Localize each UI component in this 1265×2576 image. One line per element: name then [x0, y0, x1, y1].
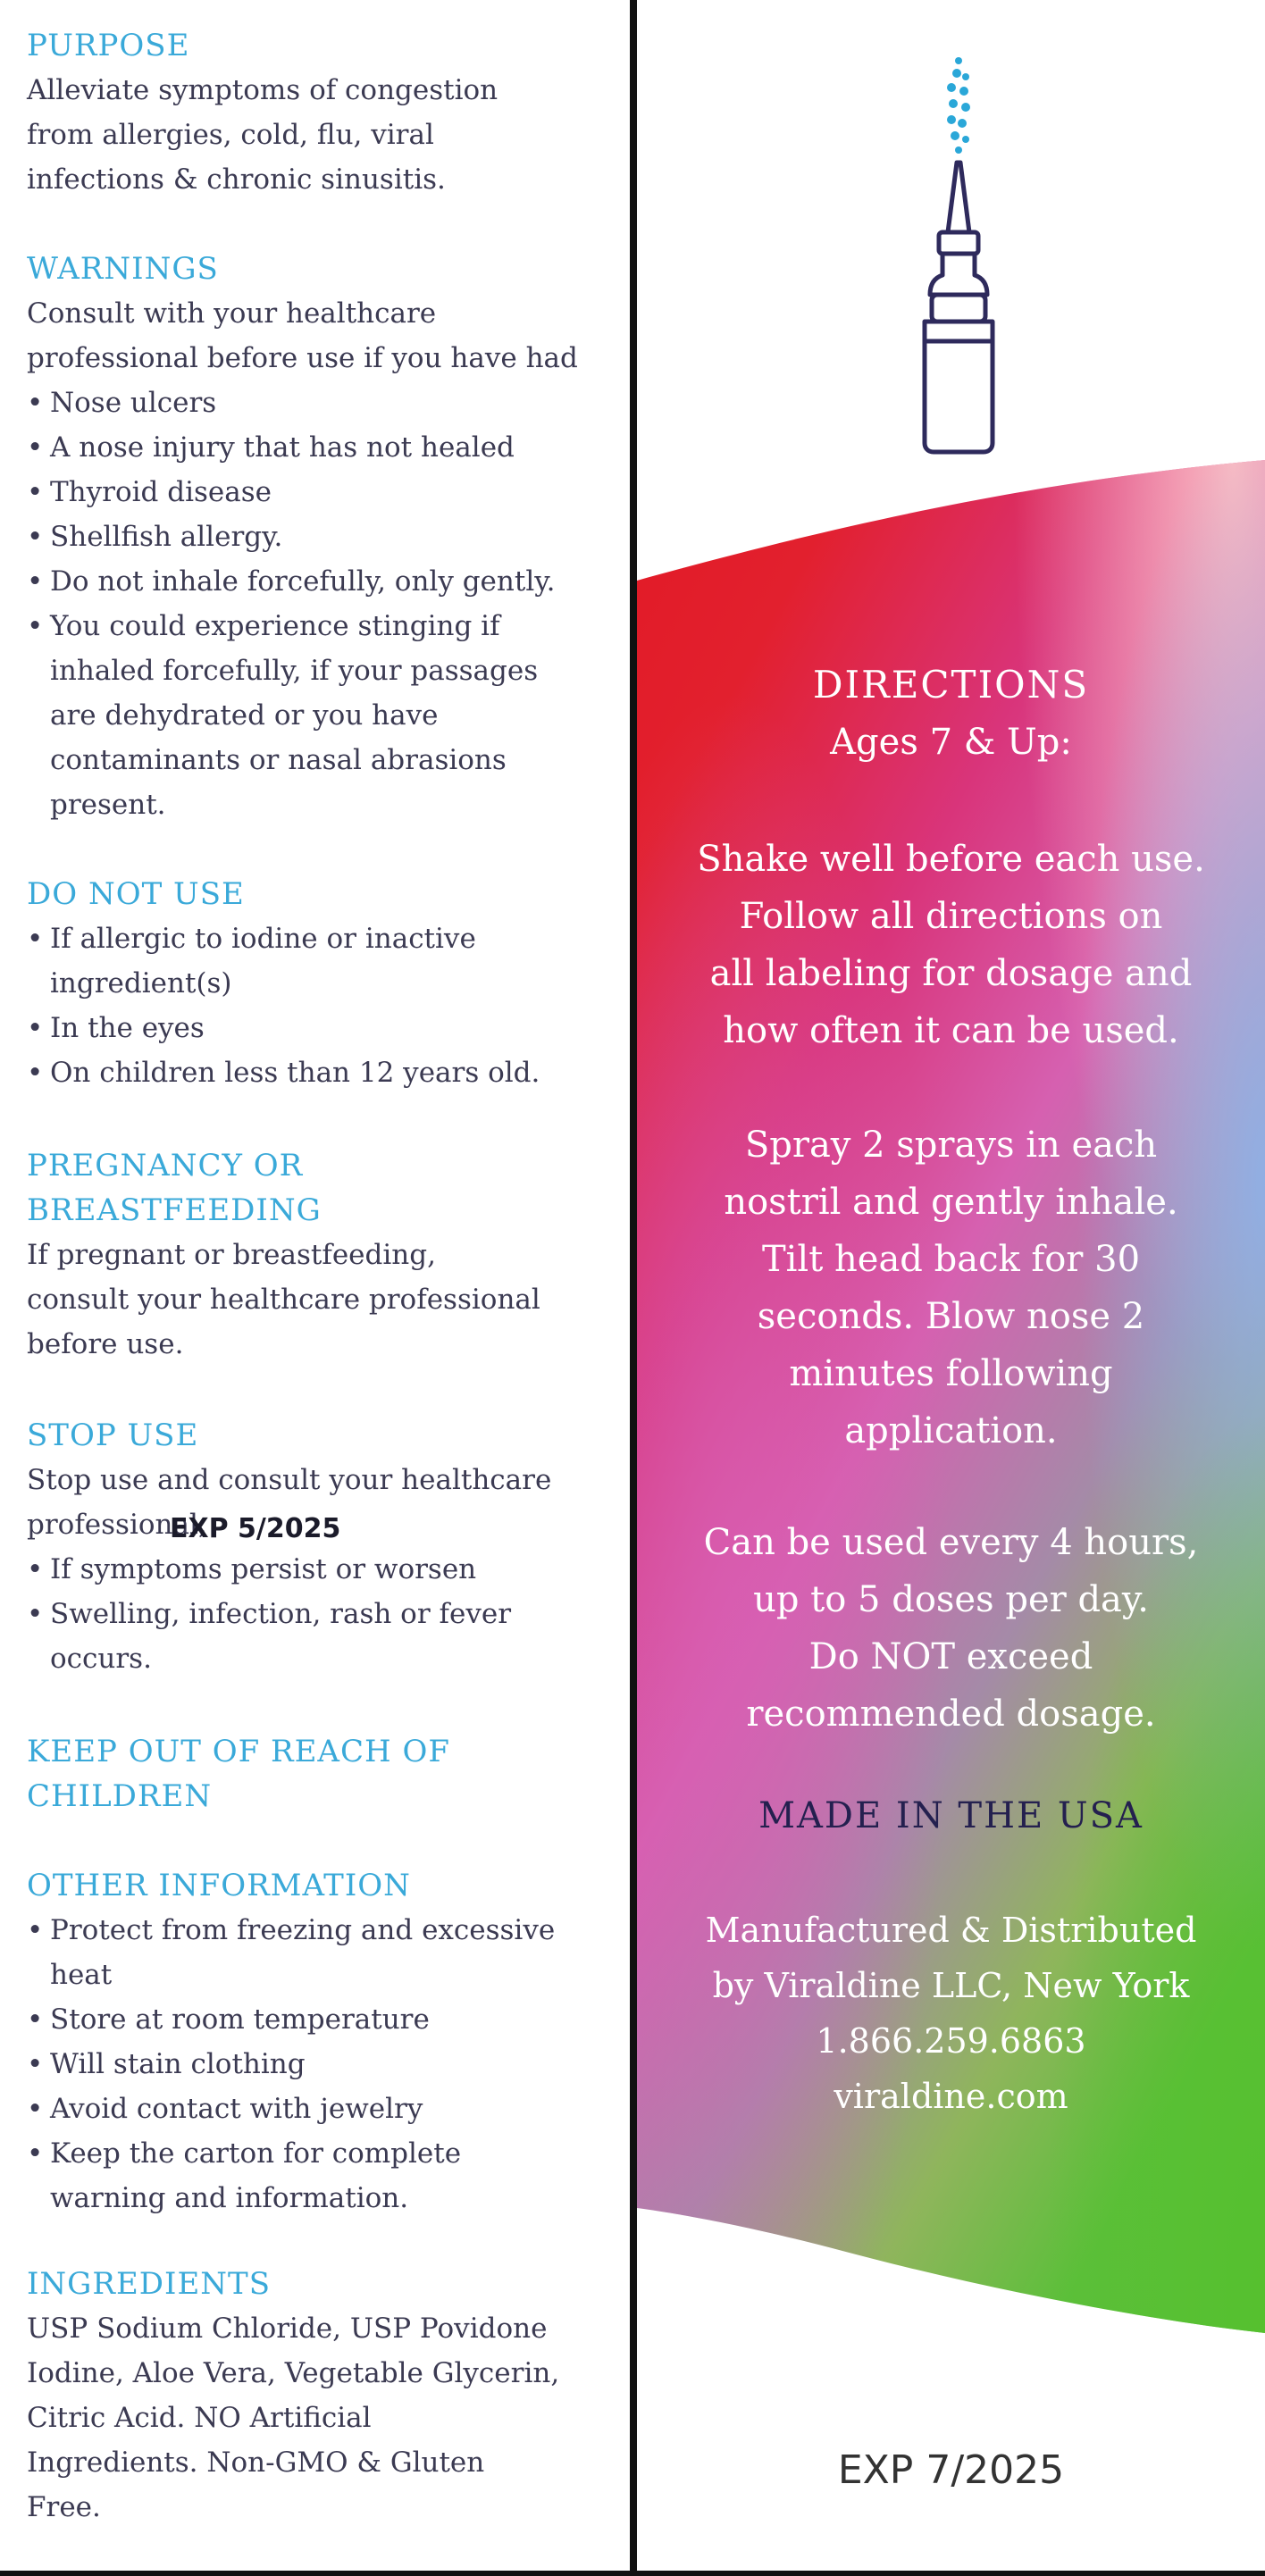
- purpose-text: [27, 68, 607, 202]
- nasal-spray-bottle-icon: [905, 54, 1003, 464]
- list-item-line: present.: [50, 789, 166, 821]
- list-item-line: • If symptoms persist or worsen: [50, 1553, 477, 1585]
- manufacturer-line: by Viraldine LLC, New York: [712, 1966, 1190, 2005]
- manufacturer-phone: 1.866.259.6863: [816, 2021, 1086, 2061]
- made-in-usa-label: MADE IN THE USA: [758, 1795, 1144, 1836]
- list-item: [27, 1908, 607, 1997]
- list-item-line: • Protect from freezing and excessive: [50, 1914, 556, 1946]
- ingredients-line: USP Sodium Chloride, USP Povidone: [27, 2313, 548, 2345]
- exp-date-stamp: EXP 5/2025: [170, 1513, 341, 1544]
- ingredients-line: Citric Acid. NO Artificial: [27, 2402, 372, 2434]
- ingredients-heading: INGREDIENTS: [27, 2266, 271, 2302]
- list-item-line: • Keep the carton for complete: [50, 2137, 462, 2170]
- pregnancy-heading-line: PREGNANCY OR: [27, 1148, 304, 1183]
- list-item-line: are dehydrated or you have: [50, 699, 439, 732]
- ingredients-text: [27, 2306, 607, 2530]
- list-item: [27, 2042, 607, 2087]
- manufacturer-info: [637, 1903, 1265, 2124]
- pregnancy-section: [27, 1143, 607, 1367]
- purpose-line: infections & chronic sinusitis.: [27, 163, 446, 196]
- do-not-use-heading: DO NOT USE: [27, 876, 245, 912]
- stop-use-line: professional,: [27, 1509, 207, 1541]
- warnings-line: professional before use if you have had: [27, 342, 578, 374]
- pregnancy-line: before use.: [27, 1328, 184, 1360]
- keep-out-heading: [27, 1729, 607, 1819]
- list-item: [27, 1592, 607, 1681]
- directions-line: how often it can be used.: [723, 1010, 1179, 1051]
- ingredients-line: Iodine, Aloe Vera, Vegetable Glycerin,: [27, 2357, 560, 2389]
- directions-line: Do NOT exceed: [808, 1636, 1093, 1677]
- list-item-line: contaminants or nasal abrasions: [50, 744, 507, 776]
- directions-line: Tilt head back for 30: [761, 1239, 1141, 1280]
- pregnancy-heading: [27, 1143, 607, 1233]
- keep-out-heading-line: KEEP OUT OF REACH OF: [27, 1734, 450, 1769]
- list-item: [27, 2087, 607, 2131]
- list-item-line: • Thyroid disease: [50, 476, 272, 508]
- list-item: [27, 604, 607, 827]
- list-item: [27, 559, 607, 604]
- directions-line: up to 5 doses per day.: [753, 1579, 1149, 1620]
- list-item-line: ingredient(s): [50, 967, 232, 999]
- warnings-heading: WARNINGS: [27, 251, 219, 287]
- directions-line: Follow all directions on: [739, 896, 1163, 937]
- ingredients-line: Free.: [27, 2491, 101, 2523]
- other-info-section: [27, 1863, 607, 2221]
- list-item: [27, 1050, 607, 1095]
- directions-title: DIRECTIONS: [812, 663, 1090, 707]
- list-item: [27, 1006, 607, 1050]
- other-info-heading: OTHER INFORMATION: [27, 1868, 411, 1903]
- directions-paragraph-2: [637, 1117, 1265, 1459]
- directions-subtitle: Ages 7 & Up:: [830, 722, 1072, 763]
- keep-out-section: [27, 1729, 607, 1819]
- list-item: [27, 381, 607, 425]
- spray-mist-dots: [947, 57, 970, 154]
- directions-line: Can be used every 4 hours,: [703, 1522, 1199, 1563]
- directions-line: recommended dosage.: [746, 1694, 1156, 1735]
- list-item-line: • If allergic to iodine or inactive: [50, 923, 476, 955]
- directions-header: [637, 657, 1265, 771]
- directions-line: seconds. Blow nose 2: [757, 1296, 1145, 1337]
- panel-divider: [630, 0, 637, 2576]
- directions-line: Spray 2 sprays in each: [744, 1125, 1158, 1166]
- purpose-section: [27, 23, 607, 202]
- pregnancy-line: consult your healthcare professional: [27, 1284, 540, 1316]
- purpose-heading: PURPOSE: [27, 28, 190, 63]
- stop-use-heading: STOP USE: [27, 1418, 199, 1453]
- directions-paragraph-1: [637, 831, 1265, 1059]
- list-item-line: • Avoid contact with jewelry: [50, 2093, 423, 2125]
- ingredients-line: Ingredients. Non-GMO & Gluten: [27, 2446, 485, 2479]
- list-item-line: occurs.: [50, 1643, 152, 1675]
- list-item: [27, 916, 607, 1006]
- pregnancy-line: If pregnant or breastfeeding,: [27, 1239, 436, 1271]
- warnings-list: [27, 381, 607, 827]
- list-item-line: warning and information.: [50, 2182, 409, 2214]
- list-item-line: • Do not inhale forcefully, only gently.: [50, 565, 556, 598]
- list-item: [27, 1547, 607, 1592]
- directions-line: application.: [844, 1410, 1058, 1451]
- directions-line: all labeling for dosage and: [709, 953, 1193, 994]
- warnings-line: Consult with your healthcare: [27, 297, 437, 330]
- list-item-line: • Nose ulcers: [50, 387, 217, 419]
- list-item-line: • You could experience stinging if: [50, 610, 500, 642]
- directions-line: minutes following: [789, 1353, 1113, 1394]
- do-not-use-list: [27, 916, 607, 1095]
- list-item: [27, 514, 607, 559]
- directions-line: nostril and gently inhale.: [724, 1182, 1178, 1223]
- expiration-date: EXP 7/2025: [837, 2447, 1065, 2493]
- pregnancy-text: [27, 1233, 607, 1367]
- list-item-line: • Shellfish allergy.: [50, 521, 283, 553]
- list-item-line: • On children less than 12 years old.: [50, 1057, 540, 1089]
- right-directions-panel: [637, 0, 1265, 2571]
- list-item-line: • Swelling, infection, rash or fever: [50, 1598, 512, 1630]
- directions-paragraph-3: [637, 1514, 1265, 1743]
- list-item-line: • Store at room temperature: [50, 2003, 430, 2036]
- list-item: [27, 2131, 607, 2221]
- do-not-use-section: [27, 872, 607, 1095]
- list-item: [27, 1997, 607, 2042]
- stop-use-line: Stop use and consult your healthcare: [27, 1464, 552, 1496]
- ingredients-section: [27, 2262, 607, 2530]
- list-item: [27, 470, 607, 514]
- warnings-section: [27, 247, 607, 827]
- list-item-line: inhaled forcefully, if your passages: [50, 655, 539, 687]
- list-item-line: • A nose injury that has not healed: [50, 431, 515, 464]
- list-item-line: heat: [50, 1959, 113, 1991]
- list-item: [27, 425, 607, 470]
- purpose-line: Alleviate symptoms of congestion: [27, 74, 498, 106]
- stop-use-section: [27, 1413, 607, 1681]
- purpose-line: from allergies, cold, flu, viral: [27, 119, 434, 151]
- warnings-text: [27, 291, 607, 381]
- manufacturer-line: Manufactured & Distributed: [705, 1911, 1197, 1950]
- other-info-list: [27, 1908, 607, 2221]
- manufacturer-website: viraldine.com: [834, 2077, 1068, 2116]
- directions-line: Shake well before each use.: [697, 839, 1205, 880]
- stop-use-list: [27, 1547, 607, 1681]
- list-item-line: • Will stain clothing: [50, 2048, 306, 2080]
- keep-out-heading-line: CHILDREN: [27, 1778, 213, 1814]
- pregnancy-heading-line: BREASTFEEDING: [27, 1192, 322, 1228]
- list-item-line: • In the eyes: [50, 1012, 205, 1044]
